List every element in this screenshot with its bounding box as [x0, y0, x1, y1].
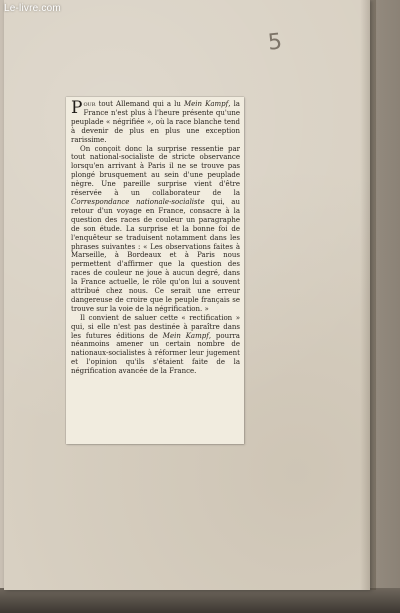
paragraph-1-before: tout Allemand qui a lu: [95, 100, 184, 108]
article-paragraph-1: [71, 100, 240, 145]
article-paragraph-3: [71, 314, 240, 376]
scan-bottom-shadow: [0, 588, 400, 613]
handwritten-page-number: 5: [266, 29, 284, 56]
drop-cap: P: [71, 98, 83, 118]
opening-word: our: [83, 100, 96, 108]
book-title: Mein Kampf: [162, 331, 209, 340]
newspaper-clipping: [66, 97, 244, 444]
paper-edge-shadow: [360, 0, 376, 590]
paragraph-2-before: On conçoit donc la surprise ressentie par tout national-socialiste de stricte observance lorsqu'en arrivant à Paris il ne se trouve pas plongé brusquement au sein d'une peuplade nègre. Une pareille surprise vient d'être réservée à un collaborateur de la: [71, 144, 240, 198]
article-body: [71, 100, 240, 376]
paragraph-3-before: Il convient de saluer cette « rectification » qui, si elle n'est pas destinée à paraître dans les futures éditions de: [71, 313, 240, 340]
publication-title: Correspondance nationale-socialiste: [71, 197, 205, 206]
book-title: Mein Kampf: [184, 100, 229, 108]
article-paragraph-2: [71, 145, 240, 314]
paragraph-1-after: , la France n'est plus à l'heure présente qu'une peuplade « négrifiée », où la race blanche tend à devenir de plus en plus une exception rarissime.: [71, 100, 240, 144]
paragraph-2-after: qui, au retour d'un voyage en France, consacre à la question des races de couleur un paragraphe de son étude. La surprise et la bonne foi de l'enquêteur se traduisent notamment dans les phrases suivantes : « Les observations faites à Marseille, à Bordeaux et à Paris nous permettent d'affirmer que la question des races de couleur ne joue à aucun degré, dans la France actuelle, le rôle qu'on lui a souvent attribué chez nous. Ce serait une erreur dangereuse de croire que le peuple français se trouve sur la voie de la négrification. »: [71, 197, 240, 313]
watermark-text: Le-livre.com: [4, 3, 61, 14]
paragraph-3-after: , pourra néanmoins amener un certain nombre de nationaux-socialistes à réformer leur jugement et l'opinion qu'ils s'étaient faite de la négrification avancée de la France.: [71, 331, 240, 376]
